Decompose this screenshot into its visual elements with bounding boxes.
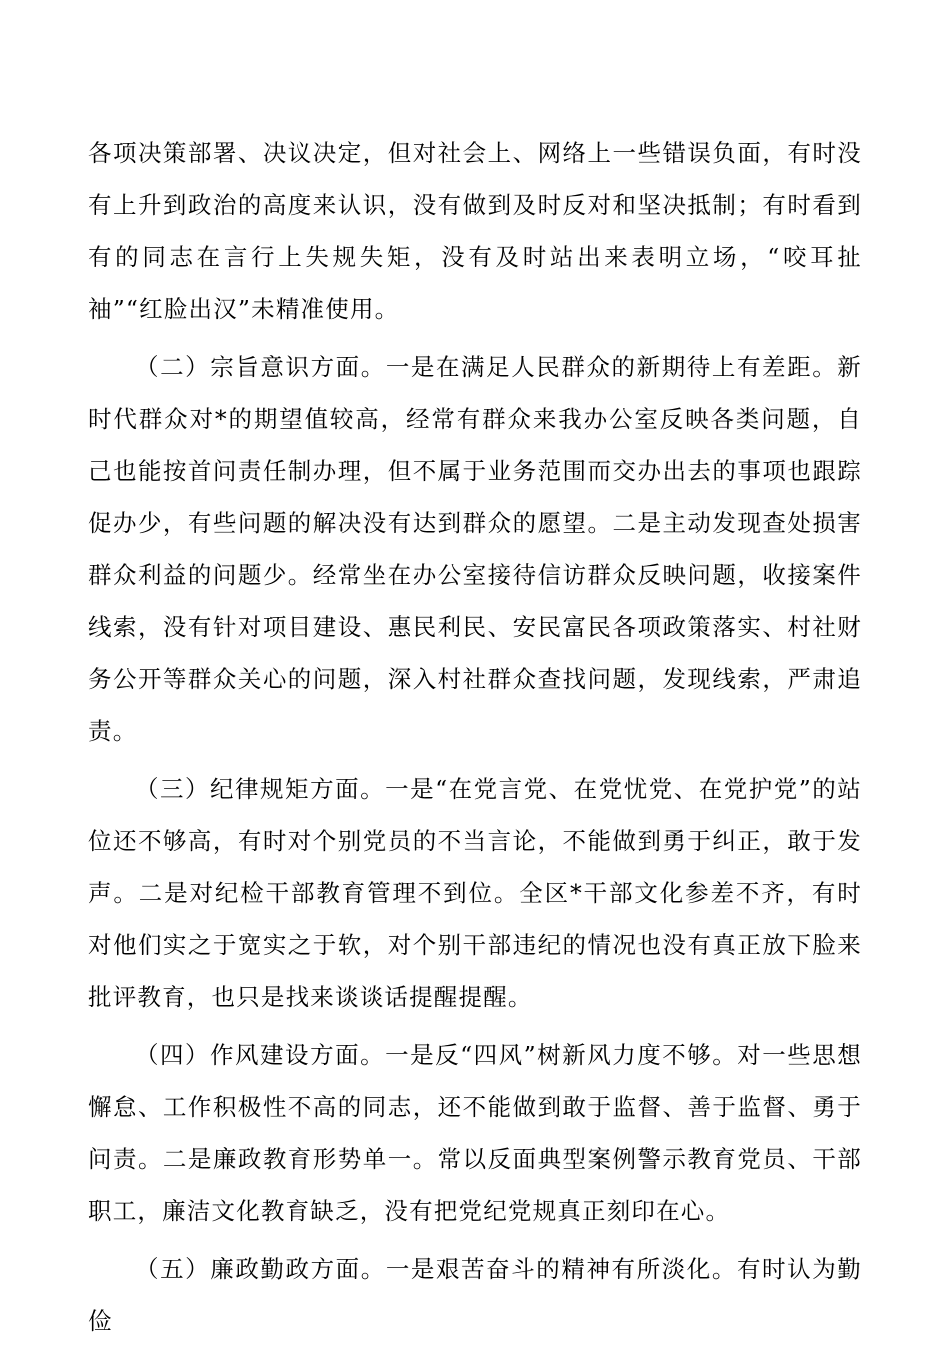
paragraph-purpose-awareness: （二）宗旨意识方面。一是在满足人民群众的新期待上有差距。新时代群众对*的期望值较高，经常有群众来我办公室反映各类问题，自己也能按首问责任制办理，但不属于业务范围而交办出去的事项也跟踪促办少，有些问题的解决没有达到群众的愿望。二是主动发现查处损害群众利益的问题少。经常坐在办公室接待信访群众反映问题，收接案件线索，没有针对项目建设、惠民利民、安民富民各项政策落实、村社财务公开等群众关心的问题，深入村社群众查找问题，发现线索，严肃追责。: [88, 353, 862, 745]
document-body: [88, 127, 862, 1353]
paragraph-integrity-diligence: （五）廉政勤政方面。一是艰苦奋斗的精神有所淡化。有时认为勤俭: [88, 1255, 862, 1335]
paragraph-decision-deployment: 各项决策部署、决议决定，但对社会上、网络上一些错误负面，有时没有上升到政治的高度来认识，没有做到及时反对和坚决抵制；有时看到有的同志在言行上失规失矩，没有及时站出来表明立场，“咬耳扯袖”“红脸出汉”未精准使用。: [88, 139, 862, 323]
paragraph-style-building: （四）作风建设方面。一是反“四风”树新风力度不够。对一些思想懈怠、工作积极性不高的同志，还不能做到敢于监督、善于监督、勇于问责。二是廉政教育形势单一。常以反面典型案例警示教育党员、干部职工，廉洁文化教育缺乏，没有把党纪党规真正刻印在心。: [88, 1041, 862, 1225]
paragraph-discipline-rules: （三）纪律规矩方面。一是“在党言党、在党忧党、在党护党”的站位还不够高，有时对个别党员的不当言论，不能做到勇于纠正，敢于发声。二是对纪检干部教育管理不到位。全区*干部文化参差不齐，有时对他们实之于宽实之于软，对个别干部违纪的情况也没有真正放下脸来批评教育，也只是找来谈谈话提醒提醒。: [88, 775, 862, 1011]
